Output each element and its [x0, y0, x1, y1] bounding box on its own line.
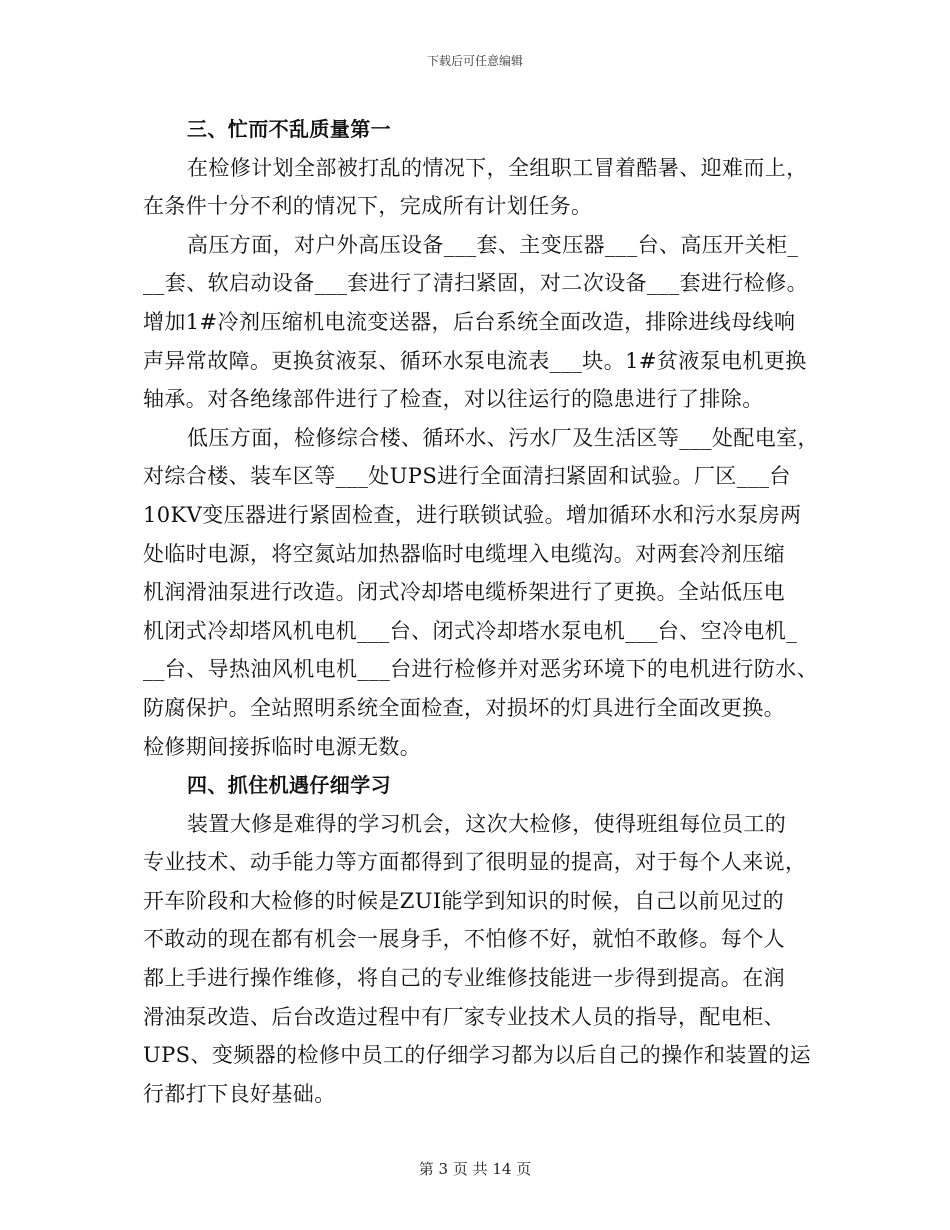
paragraph-line: 处临时电源，将空氮站加热器临时电缆埋入电缆沟。对两套冷剂压缩: [143, 541, 785, 566]
paragraph-line: 装置大修是难得的学习机会，这次大检修，使得班组每位员工的: [187, 811, 787, 836]
paragraph-line: 在检修计划全部被打乱的情况下，全组职工冒着酷暑、迎难而上，: [187, 155, 808, 180]
paragraph-line: 开车阶段和大检修的时候是ZUI能学到知识的时候，自己以前见过的: [143, 888, 784, 913]
document-body: [143, 110, 823, 1113]
paragraph-line: 低压方面，检修综合楼、循环水、污水厂及生活区等___处配电室，: [187, 425, 819, 450]
paragraph-line: 对综合楼、装车区等___处UPS进行全面清扫紧固和试验。厂区___台: [143, 464, 791, 489]
paragraph-line: 都上手进行操作维修，将自己的专业维修技能进一步得到提高。在润: [143, 966, 785, 991]
paragraph-line: 机闭式冷却塔风机电机___台、闭式冷却塔水泵电机___台、空冷电机_: [143, 618, 798, 643]
paragraph-line: __台、导热油风机电机___台进行检修并对恶劣环境下的电机进行防水、: [143, 657, 819, 682]
section-heading: 三、忙而不乱质量第一: [187, 117, 391, 141]
paragraph-line: 机润滑油泵进行改造。闭式冷却塔电缆桥架进行了更换。全站低压电: [143, 580, 785, 605]
paragraph-line: 检修期间接拆临时电源无数。: [143, 734, 422, 759]
paragraph-line: __套、软启动设备___套进行了清扫紧固，对二次设备___套进行检修。: [143, 271, 808, 296]
paragraph-line: 增加1#冷剂压缩机电流变送器，后台系统全面改造，排除进线母线响: [143, 309, 796, 334]
section-heading: 四、抓住机遇仔细学习: [187, 773, 391, 798]
paragraph-line: 不敢动的现在都有机会一展身手，不怕修不好，就怕不敢修。每个人: [143, 927, 785, 952]
paragraph-line: 行都打下良好基础。: [143, 1081, 336, 1106]
paragraph-line: 轴承。对各绝缘部件进行了检查，对以往运行的隐患进行了排除。: [143, 387, 764, 412]
page-footer: 第 3 页 共 14 页: [418, 1160, 532, 1178]
paragraph-line: 防腐保护。全站照明系统全面检查，对损坏的灯具进行全面改更换。: [143, 695, 785, 720]
paragraph-line: 10KV变压器进行紧固检查，进行联锁试验。增加循环水和污水泵房两: [143, 502, 802, 527]
paragraph-line: UPS、变频器的检修中员工的仔细学习都为以后自己的操作和装置的运: [143, 1043, 812, 1068]
paragraph-line: 滑油泵改造、后台改造过程中有厂家专业技术人员的指导，配电柜、: [143, 1004, 785, 1029]
paragraph-line: 声异常故障。更换贫液泵、循环水泵电流表___块。1#贫液泵电机更换: [143, 348, 807, 373]
paragraph-line: 高压方面，对户外高压设备___套、主变压器___台、高压开关柜_: [187, 232, 799, 257]
page-header: 下载后可任意编辑: [426, 54, 523, 68]
paragraph-line: 在条件十分不利的情况下，完成所有计划任务。: [143, 194, 593, 219]
paragraph-line: 专业技术、动手能力等方面都得到了很明显的提高，对于每个人来说，: [143, 850, 807, 875]
